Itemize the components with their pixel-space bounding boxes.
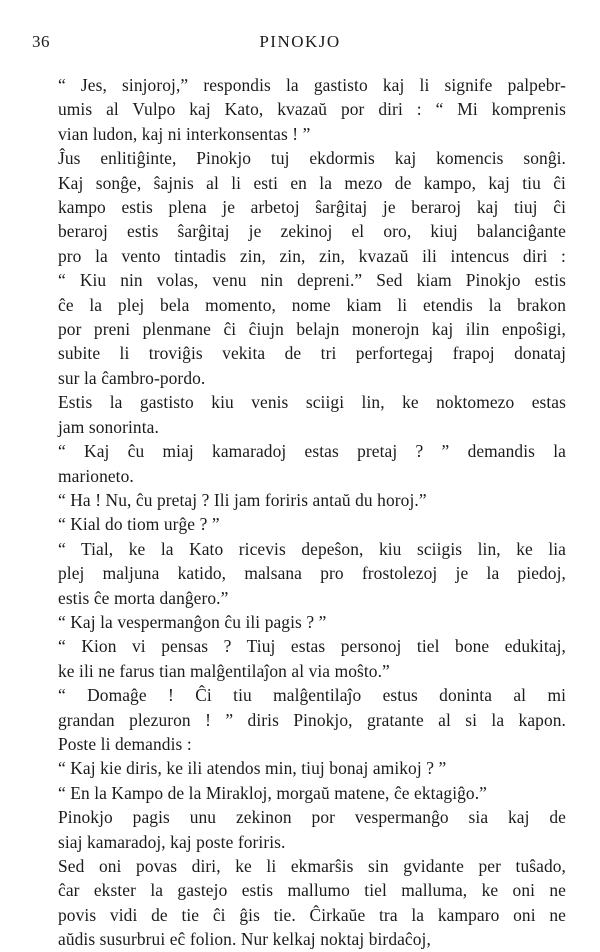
text-line: “ Kaj ĉu miaj kamaradoj estas pretaj ? ” demandis la (58, 441, 566, 462)
text-line: povis vidi de tie ĉi ĝis tie. Ĉirkaŭe tra la kamparo oni ne (58, 904, 566, 925)
body-text (34, 73, 566, 952)
paragraph (34, 146, 566, 390)
text-line: subite li troviĝis vekita de tri perfortegaj frapoj donataj (58, 343, 566, 364)
paragraph (34, 439, 566, 488)
text-line: Poste li demandis : (58, 733, 192, 754)
text-line: ke ili ne farus tian malĝentilaĵon al via moŝto.” (58, 660, 390, 681)
text-line: plej maljuna katido, malsana pro frostolezoj je la piedoj, (58, 563, 566, 584)
text-line: marioneto. (58, 465, 134, 486)
text-line: aŭdis susurbrui eĉ folion. Nur kelkaj noktaj birdaĉoj, (58, 929, 431, 950)
text-line: “ Kaj la vespermanĝon ĉu ili pagis ? ” (58, 611, 327, 632)
text-line: Sed oni povas diri, ke li ekmarŝis sin gvidante per tuŝado, (58, 856, 566, 876)
text-line: “ Tial, ke la Kato ricevis depeŝon, kiu sciigis lin, ke lia (58, 538, 566, 559)
text-line: “ Domaĝe ! Ĉi tiu malĝentilaĵo estus doninta al mi (58, 685, 566, 706)
text-line: sur la ĉambro-pordo. (58, 367, 206, 388)
text-line: kampo estis plena je arbetoj ŝarĝitaj je beraroj kaj tiuj ĉi (58, 197, 566, 218)
page-number: 36 (32, 32, 50, 51)
running-head (32, 32, 568, 56)
text-line: “ En la Kampo de la Mirakloj, morgaŭ matene, ĉe ektagiĝo.” (58, 782, 487, 803)
text-line: “ Ha ! Nu, ĉu pretaj ? Ili jam foriris antaŭ du horoj.” (58, 489, 427, 510)
paragraph (34, 488, 566, 512)
paragraph (34, 537, 566, 610)
text-line: por preni plenmane ĉi ĉiujn belajn monerojn kaj ilin enpoŝigi, (58, 319, 566, 340)
paragraph (34, 756, 566, 780)
text-line: Estis la gastisto kiu venis sciigi lin, ke noktomezo estas (58, 392, 566, 413)
text-line: “ Kaj kie diris, ke ili atendos min, tiuj bonaj amikoj ? ” (58, 758, 447, 779)
text-line: estis ĉe morta danĝero.” (58, 587, 229, 608)
text-line: pro la vento tintadis zin, zin, zin, kvazaŭ ili intencus diri : (58, 245, 566, 266)
paragraph (34, 683, 566, 756)
text-line: “ Kion vi pensas ? Tiuj estas personoj tiel bone edukitaj, (58, 636, 566, 657)
paragraph (34, 634, 566, 683)
text-line: umis al Vulpo kaj Kato, kvazaŭ por diri : “ Mi komprenis (58, 99, 566, 120)
paragraph (34, 781, 566, 805)
text-line: Kaj sonĝe, ŝajnis al li esti en la mezo de kampo, kaj tiu ĉi (58, 172, 566, 193)
text-line: “ Kiu nin volas, venu nin depreni.” Sed kiam Pinokjo estis (58, 270, 566, 291)
text-line: jam sonorinta. (58, 416, 159, 437)
paragraph (34, 390, 566, 439)
paragraph (34, 854, 566, 952)
text-line: vian ludon, kaj ni interkonsentas ! ” (58, 123, 311, 144)
paragraph (34, 512, 566, 536)
paragraph (34, 73, 566, 146)
text-line: Pinokjo pagis unu zekinon por vespermanĝo sia kaj de (58, 807, 566, 828)
book-title: PINOKJO (259, 32, 341, 51)
text-line: ĉe la plej bela momento, nome kiam li etendis la brakon (58, 294, 566, 315)
text-line: “ Kial do tiom urĝe ? ” (58, 514, 220, 535)
paragraph (34, 805, 566, 854)
text-line: siaj kamaradoj, kaj poste foriris. (58, 831, 286, 852)
text-line: ĉar ekster la gastejo estis mallumo tiel malluma, ke oni ne (58, 880, 566, 901)
text-line: beraroj estis ŝarĝitaj je zekinoj el oro, kiuj balanciĝante (58, 221, 566, 242)
text-line: Ĵus enlitiĝinte, Pinokjo tuj ekdormis kaj komencis sonĝi. (58, 148, 566, 169)
text-line: grandan plezuron ! ” diris Pinokjo, gratante al si la kapon. (58, 709, 566, 730)
text-line: “ Jes, sinjoroj,” respondis la gastisto kaj li signife palpebr- (58, 75, 566, 95)
paragraph (34, 610, 566, 634)
